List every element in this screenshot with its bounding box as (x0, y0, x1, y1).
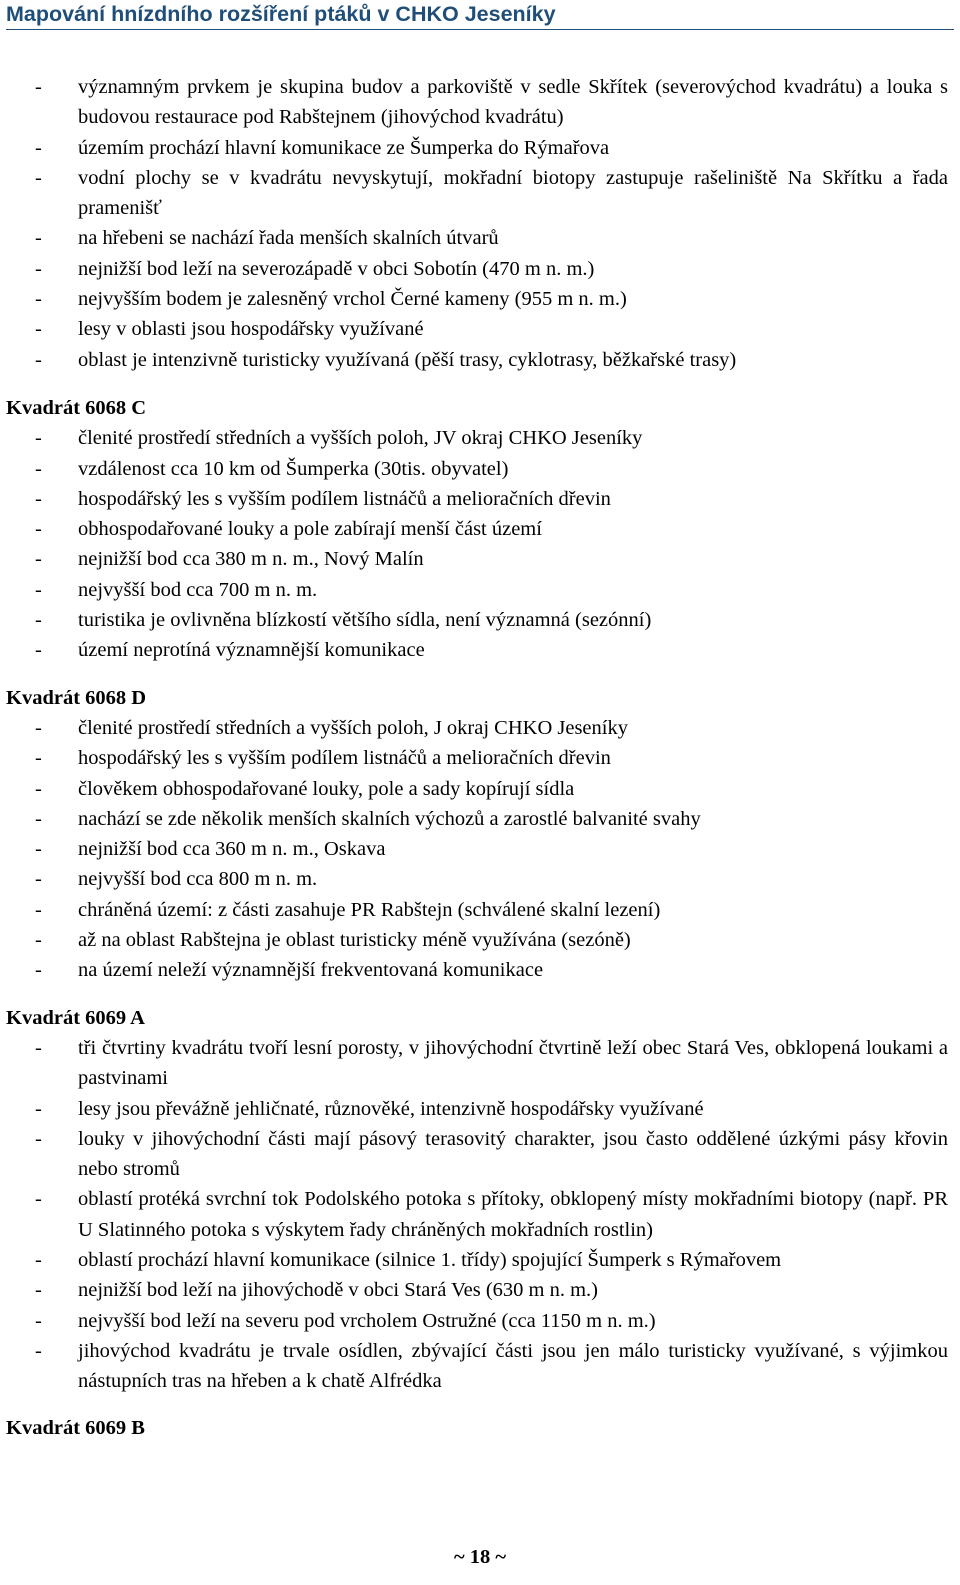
list-item: - nejvyšším bodem je zalesněný vrchol Černé kameny (955 m n. m.) (6, 284, 948, 314)
section-title-6069b: Kvadrát 6069 B (6, 1417, 145, 1440)
bullet-dash: - (35, 838, 42, 861)
bullet-dash: - (35, 1339, 42, 1362)
header-rule (6, 29, 954, 30)
page-number: ~ 18 ~ (453, 1546, 507, 1568)
list-item: - členité prostředí středních a vyšších poloh, J okraj CHKO Jeseníky (6, 713, 948, 743)
bullet-dash: - (35, 1188, 42, 1211)
section-list-6068c (6, 423, 948, 665)
list-item: - až na oblast Rabštejna je oblast turisticky méně využívána (sezóně) (6, 925, 948, 955)
intro-list (6, 72, 948, 375)
bullet-dash: - (35, 136, 42, 159)
bullet-dash: - (35, 348, 42, 371)
list-item: - nejnižší bod leží na severozápadě v obci Sobotín (470 m n. m.) (6, 254, 948, 284)
bullet-dash: - (35, 76, 42, 98)
section-title-6068c: Kvadrát 6068 C (6, 396, 147, 419)
list-item: - nejnižší bod cca 380 m n. m., Nový Malín (6, 544, 948, 574)
list-item: - hospodářský les s vyšším podílem listnáčů a melioračních dřevin (6, 484, 948, 514)
bullet-dash: - (35, 318, 42, 341)
bullet-dash: - (35, 639, 42, 662)
section-list-6069a (6, 1033, 948, 1397)
list-item: - hospodářský les s vyšším podílem listnáčů a melioračních dřevin (6, 743, 948, 773)
list-item: - obhospodařované louky a pole zabírají menší část území (6, 514, 948, 544)
list-item: - území neprotíná významnější komunikace (6, 635, 948, 665)
bullet-dash: - (35, 288, 42, 311)
list-item: - lesy jsou převážně jehličnaté, různověké, intenzivně hospodářsky využívané (6, 1094, 948, 1124)
bullet-dash: - (35, 257, 42, 280)
bullet-dash: - (35, 609, 42, 632)
list-item: - nejvyšší bod cca 700 m n. m. (6, 575, 948, 605)
bullet-dash: - (35, 548, 42, 571)
list-item: - vzdálenost cca 10 km od Šumperka (30tis. obyvatel) (6, 454, 948, 484)
list-item: - tři čtvrtiny kvadrátu tvoří lesní porosty, v jihovýchodní čtvrtině leží obec Stará Ves, obklopená loukami a pastvinami (6, 1033, 948, 1094)
list-item: - oblastí protéká svrchní tok Podolského potoka s přítoky, obklopený místy mokřadními biotopy (např. PR U Slatinného potoka s výskytem řady chráněných mokřadních rostlin) (6, 1184, 948, 1245)
list-item: - na území neleží významnější frekventovaná komunikace (6, 955, 948, 985)
bullet-dash: - (35, 777, 42, 800)
bullet-dash: - (35, 166, 42, 189)
document-body (6, 72, 948, 1444)
list-item: - lesy v oblasti jsou hospodářsky využívané (6, 314, 948, 344)
page-header-title: Mapování hnízdního rozšíření ptáků v CHKO Jeseníky (6, 2, 556, 26)
section-title-6069a: Kvadrát 6069 A (6, 1006, 145, 1029)
list-item: - nachází se zde několik menších skalních výchozů a zarostlé balvanité svahy (6, 804, 948, 834)
list-item: - chráněná území: z části zasahuje PR Rabštejn (schválené skalní lezení) (6, 895, 948, 925)
bullet-dash: - (35, 747, 42, 770)
bullet-dash: - (35, 518, 42, 541)
list-item: - na hřebeni se nachází řada menších skalních útvarů (6, 223, 948, 253)
bullet-dash: - (35, 1127, 42, 1150)
list-item: - nejvyšší bod cca 800 m n. m. (6, 864, 948, 894)
list-item: - nejvyšší bod leží na severu pod vrcholem Ostružné (cca 1150 m n. m.) (6, 1306, 948, 1336)
section-title-6068d: Kvadrát 6068 D (6, 686, 147, 709)
bullet-dash: - (35, 898, 42, 921)
bullet-dash: - (35, 868, 42, 891)
list-item: - významným prvkem je skupina budov a parkoviště v sedle Skřítek (severovýchod kvadrátu) a louka s budovou restaurace pod Rabštejnem (jihovýchod kvadrátu) (6, 72, 948, 133)
bullet-dash: - (35, 1309, 42, 1332)
bullet-dash: - (35, 487, 42, 510)
bullet-dash: - (35, 578, 42, 601)
bullet-dash: - (35, 1036, 42, 1059)
bullet-dash: - (35, 1248, 42, 1271)
bullet-dash: - (35, 1097, 42, 1120)
bullet-dash: - (35, 227, 42, 250)
bullet-dash: - (35, 1279, 42, 1302)
list-item: - oblast je intenzivně turisticky využívaná (pěší trasy, cyklotrasy, běžkařské trasy) (6, 345, 948, 375)
list-item: - člověkem obhospodařované louky, pole a sady kopírují sídla (6, 774, 948, 804)
list-item: - vodní plochy se v kvadrátu nevyskytují, mokřadní biotopy zastupuje rašeliniště Na Skřítku a řada pramenišť (6, 163, 948, 224)
bullet-dash: - (35, 959, 42, 982)
bullet-dash: - (35, 427, 42, 450)
list-item: - územím prochází hlavní komunikace ze Šumperka do Rýmařova (6, 133, 948, 163)
section-list-6068d (6, 713, 948, 986)
list-item: - členité prostředí středních a vyšších poloh, JV okraj CHKO Jeseníky (6, 423, 948, 453)
list-item: - jihovýchod kvadrátu je trvale osídlen, zbývající části jsou jen málo turisticky využívané, s výjimkou nástupních tras na hřeben a k chatě Alfrédka (6, 1336, 948, 1397)
bullet-dash: - (35, 457, 42, 480)
list-item: - oblastí prochází hlavní komunikace (silnice 1. třídy) spojující Šumperk s Rýmařovem (6, 1245, 948, 1275)
bullet-dash: - (35, 929, 42, 952)
bullet-dash: - (35, 807, 42, 830)
list-item: - nejnižší bod leží na jihovýchodě v obci Stará Ves (630 m n. m.) (6, 1275, 948, 1305)
list-item: - nejnižší bod cca 360 m n. m., Oskava (6, 834, 948, 864)
bullet-dash: - (35, 716, 42, 739)
list-item: - louky v jihovýchodní části mají pásový terasovitý charakter, jsou často oddělené úzkými pásy křovin nebo stromů (6, 1124, 948, 1185)
list-item: - turistika je ovlivněna blízkostí většího sídla, není významná (sezónní) (6, 605, 948, 635)
